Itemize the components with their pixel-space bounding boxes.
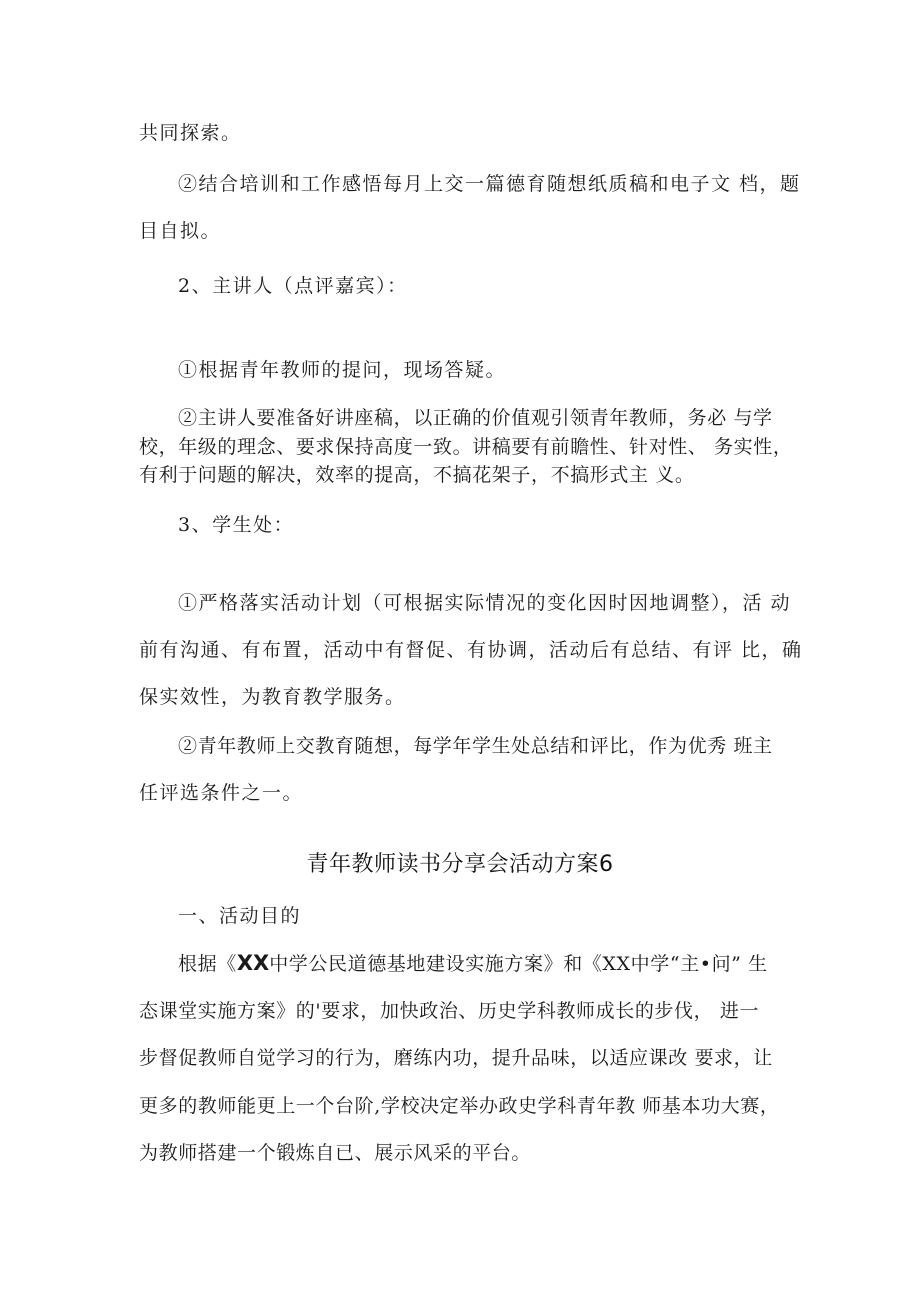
paragraph-line: 校，年级的理念、要求保持高度一致。讲稿要有前瞻性、针对性、 务实性， xyxy=(139,436,793,458)
paragraph-line: 前有沟通、有布置，活动中有督促、有协调，活动后有总结、有评 比，确 xyxy=(139,639,803,661)
paragraph-line: 步督促教师自觉学习的行为，磨练内功，提升品味，以适应课改 要求，让 xyxy=(139,1047,773,1069)
paragraph-line: 更多的教师能更上一个台阶,学校决定举办政史学科青年教 师基本功大赛， xyxy=(139,1095,780,1117)
paragraph-line: ①根据青年教师的提问，现场答疑。 xyxy=(178,359,507,381)
bold-xx-label: XX xyxy=(236,951,270,975)
paragraph-line: ②结合培训和工作感悟每月上交一篇德育随想纸质稿和电子文 档，题 xyxy=(178,173,801,195)
paragraph-line: ②主讲人要准备好讲座稿，以正确的价值观引领青年教师，务必 与学 xyxy=(178,407,773,429)
text-span: 根据《 xyxy=(178,953,237,975)
paragraph-line xyxy=(178,951,789,976)
subheading-speaker: 2、主讲人（点评嘉宾）： xyxy=(178,275,408,297)
paragraph-line: 为教师搭建一个锻炼自已、展示风采的平台。 xyxy=(139,1142,532,1164)
section-heading: 一、活动目的 xyxy=(178,905,302,927)
paragraph-line: 保实效性，为教育教学服务。 xyxy=(139,686,406,708)
paragraph-line: ②青年教师上交教育随想，每学年学生处总结和评比，作为优秀 班主 xyxy=(178,735,773,757)
paragraph-line: ①严格落实活动计划（可根据实际情况的变化因时因地调整），活 动 xyxy=(178,592,792,614)
paragraph-line: 态课堂实施方案》的'要求，加快政治、历史学科教师成长的步伐， 进一 xyxy=(139,1000,760,1022)
paragraph-line: 共同探索。 xyxy=(139,122,242,144)
paragraph-line: 目自拟。 xyxy=(139,220,222,242)
paragraph-line: 有利于问题的解决，效率的提高，不搞花架子，不搞形式主 义。 xyxy=(139,464,695,486)
subheading-student-office: 3、学生处： xyxy=(178,514,295,536)
paragraph-line: 任评选条件之一。 xyxy=(139,782,304,804)
section-title: 青年教师读书分享会活动方案6 xyxy=(306,852,614,877)
text-span: 中学公民道德基地建设实施方案》和《XX中学“主•问” 生 xyxy=(269,953,768,975)
